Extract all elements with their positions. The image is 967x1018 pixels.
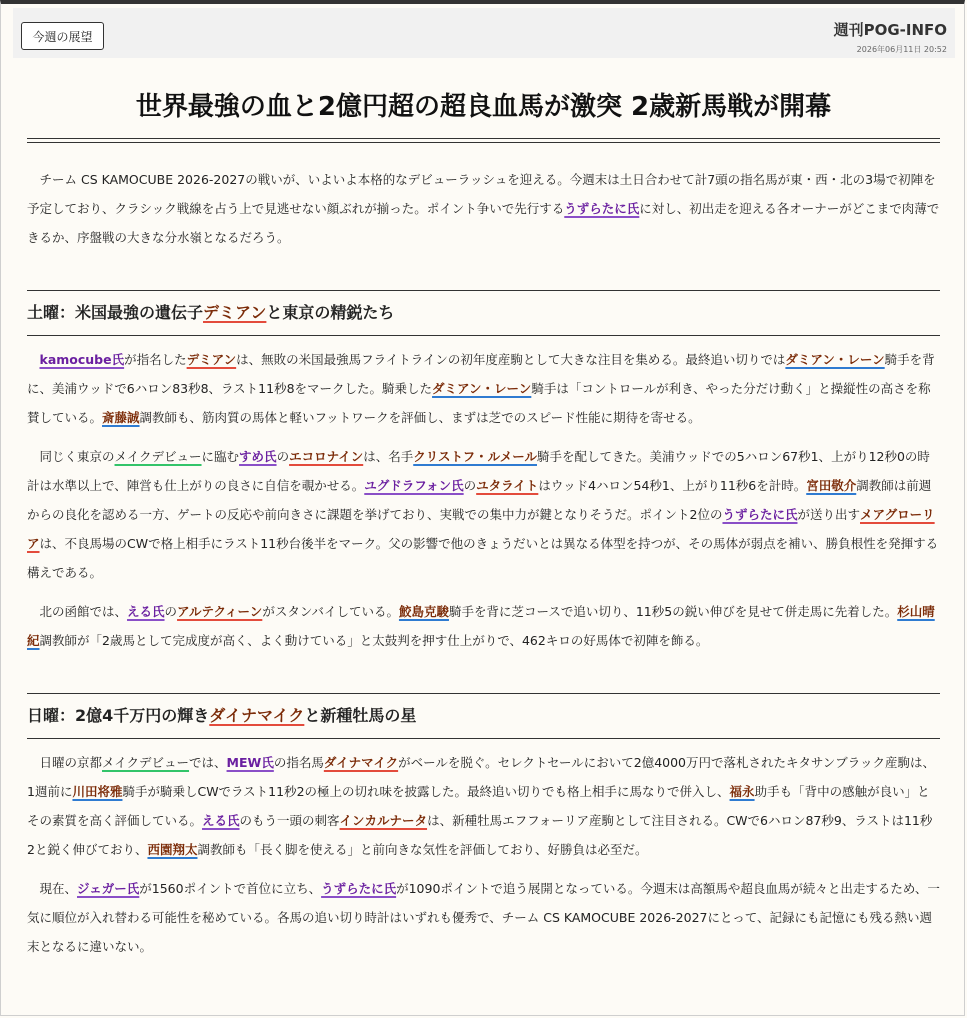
person-link[interactable]: ダミアン・レーン	[432, 381, 532, 396]
person-link[interactable]: 川田将雅	[72, 784, 123, 799]
article-body	[27, 165, 940, 961]
text-run: は、不良馬場のCWで格上相手にラスト11秒台後半をマーク。父の影響で他のきょうだいとは異なる体型を持つが、その馬体が弱点を補い、勝負根性を発揮する構えである。	[27, 536, 939, 580]
text-run: が指名した	[124, 352, 187, 367]
headline: 世界最強の血と2億円超の超良血馬が激突 2歳新馬戦が開幕	[135, 92, 832, 122]
text-run: が送り出す	[797, 507, 860, 522]
person-link[interactable]: 福永	[729, 784, 755, 799]
sunday-paragraph-2	[27, 874, 940, 961]
brand-name: 週刊POG-INFO	[833, 21, 947, 39]
person-link[interactable]: 宮田敬介	[806, 478, 857, 493]
text-run: 調教師も「長く脚を使える」と前向きな気性を評価しており、好勝負は必至だ。	[197, 842, 648, 857]
person-link[interactable]: 斎藤誠	[102, 410, 140, 425]
text-run: は、新種牡馬エフフォーリア産駒として注目される。CWで6ハロン87秒9、ラストは11秒2と鋭く伸びており、	[27, 813, 933, 857]
text-run: 助手も「背中の感触が良い」とその素質を高く評価している。	[27, 784, 930, 828]
text-run: 騎手は「コントロールが利き、やった分だけ動く」と操縦性の高さを称賛している。	[27, 381, 931, 425]
text-run: と新種牡馬の星	[304, 706, 417, 725]
text-run: 同じく東京の	[39, 449, 115, 464]
owner-link[interactable]: える氏	[202, 813, 240, 828]
text-run: の指名馬	[273, 755, 324, 770]
text-run: が1090ポイントで追う展開となっている。今週末は高額馬や超良血馬が続々と出走するため、一気に順位が入れ替わる可能性を秘めている。各馬の追い切り時計はいずれも優秀で、チーム CS KAMOCUBE 2026-2027にとって、記録にも記憶にも残る熱い週末となるに違いない。	[27, 881, 940, 954]
race-link[interactable]: メイクデビュー	[114, 449, 202, 464]
text-run: 調教師も、筋肉質の馬体と軽いフットワークを評価し、まずは芝でのスピード性能に期待を寄せる。	[139, 410, 701, 425]
text-run: がスタンバイしている。	[262, 604, 399, 619]
weekly-outlook-button[interactable]: 今週の展望	[21, 22, 104, 50]
owner-link[interactable]: すめ氏	[239, 449, 277, 464]
owner-link[interactable]: ジェガー氏	[77, 881, 140, 896]
horse-link[interactable]: ダイナマイク	[323, 755, 399, 770]
horse-link[interactable]: ダイナマイク	[209, 706, 305, 725]
owner-link[interactable]: ユグドラフォン氏	[364, 478, 464, 493]
race-link[interactable]: メイクデビュー	[102, 755, 190, 770]
horse-link[interactable]: インカルナータ	[339, 813, 428, 828]
publish-date: 2026年06月11日 20:52	[856, 45, 947, 54]
text-run: が1560ポイントで首位に立ち、	[139, 881, 322, 896]
text-run: では、	[189, 755, 227, 770]
text-run: 調教師が「2歳馬として完成度が高く、よく動けている」と太鼓判を押す仕上がりで、462キロの好馬体で初陣を飾る。	[39, 633, 709, 648]
sunday-section	[27, 693, 940, 961]
person-link[interactable]: クリストフ・ルメール	[413, 449, 537, 464]
saturday-section	[27, 290, 940, 655]
saturday-paragraph-2	[27, 442, 940, 587]
text-run: 現在、	[39, 881, 78, 896]
person-link[interactable]: 西園翔太	[147, 842, 198, 857]
text-run: チーム CS KAMOCUBE 2026-2027の戦いが、いよいよ本格的なデビューラッシュを迎える。今週末は土日合わせて計7頭の指名馬が東・西・北の3場で初陣を予定しており、クラシック戦線を占う上で見逃せない顔ぶれが揃った。ポイント争いで先行する	[27, 172, 936, 216]
horse-link[interactable]: メアグローリア	[27, 507, 935, 551]
text-run: 日曜の京都	[39, 755, 103, 770]
text-run: に対し、初出走を迎える各オーナーがどこまで肉薄できるか、序盤戦の大きな分水嶺となるだろう。	[27, 201, 940, 245]
text-run: の	[463, 478, 477, 493]
text-run: 騎手が騎乗しCWでラスト11秒2の極上の切れ味を披露した。最終追い切りでも格上相手に馬なりで併入し、	[122, 784, 730, 799]
text-run: 騎手を背に、美浦ウッドで6ハロン83秒8、ラスト11秒8をマークした。騎乗した	[27, 352, 935, 396]
text-run: と東京の精鋭たち	[266, 303, 395, 322]
saturday-paragraph-1	[27, 345, 940, 432]
sunday-paragraph-1	[27, 748, 940, 864]
text-run: 北の函館では、	[39, 604, 128, 619]
owner-link[interactable]: うずらたに氏	[722, 507, 798, 522]
owner-link[interactable]: うずらたに氏	[321, 881, 397, 896]
text-run: 騎手を背に芝コースで追い切り、11秒5の鋭い伸びを見せて併走馬に先着した。	[448, 604, 898, 619]
text-run: に臨む	[201, 449, 240, 464]
horse-link[interactable]: アルテクィーン	[177, 604, 263, 619]
text-run: はウッド4ハロン54秒1、上がり11秒6を計時。	[538, 478, 807, 493]
header-bar	[13, 8, 955, 58]
horse-link[interactable]: デミアン	[186, 352, 237, 367]
person-link[interactable]: 杉山晴紀	[27, 604, 935, 648]
owner-link[interactable]: MEW氏	[226, 755, 274, 770]
headline-rule	[27, 138, 940, 143]
horse-link[interactable]: ユタライト	[476, 478, 539, 493]
text-run: がベールを脱ぐ。セレクトセールにおいて2億4000万円で落札されたキタサンブラック産駒は、1週前に	[27, 755, 936, 799]
text-run: 調教師は前週からの良化を認める一方、ゲートの反応や前向きさに課題を挙げており、実戦での集中力が鍵となりそうだ。ポイント2位の	[27, 478, 932, 522]
saturday-title	[27, 290, 940, 336]
owner-link[interactable]: kamocube氏	[39, 352, 125, 367]
text-run: 騎手を配してきた。美浦ウッドでの5ハロン67秒1、上がり12秒0の時計は水準以上で、陣営も仕上がりの良さに自信を覗かせる。	[27, 449, 930, 493]
horse-link[interactable]: エコロナイン	[289, 449, 364, 464]
text-run: は、無敗の米国最強馬フライトラインの初年度産駒として大きな注目を集める。最終追い切りでは	[236, 352, 786, 367]
text-run: の	[276, 449, 290, 464]
text-run: の	[164, 604, 178, 619]
owner-link[interactable]: える氏	[127, 604, 165, 619]
text-run: 土曜：米国最強の遺伝子	[27, 303, 204, 322]
sunday-title	[27, 693, 940, 739]
horse-link[interactable]: デミアン	[203, 303, 267, 322]
intro-paragraph	[27, 165, 940, 252]
text-run: は、名手	[363, 449, 414, 464]
text-run: のもう一頭の刺客	[239, 813, 340, 828]
person-link[interactable]: 鮫島克駿	[398, 604, 449, 619]
text-run: 日曜：2億4千万円の輝き	[27, 706, 210, 725]
brand-block	[834, 19, 947, 55]
saturday-paragraph-3	[27, 597, 940, 655]
owner-link[interactable]: うずらたに氏	[564, 201, 640, 216]
person-link[interactable]: ダミアン・レーン	[785, 352, 885, 367]
